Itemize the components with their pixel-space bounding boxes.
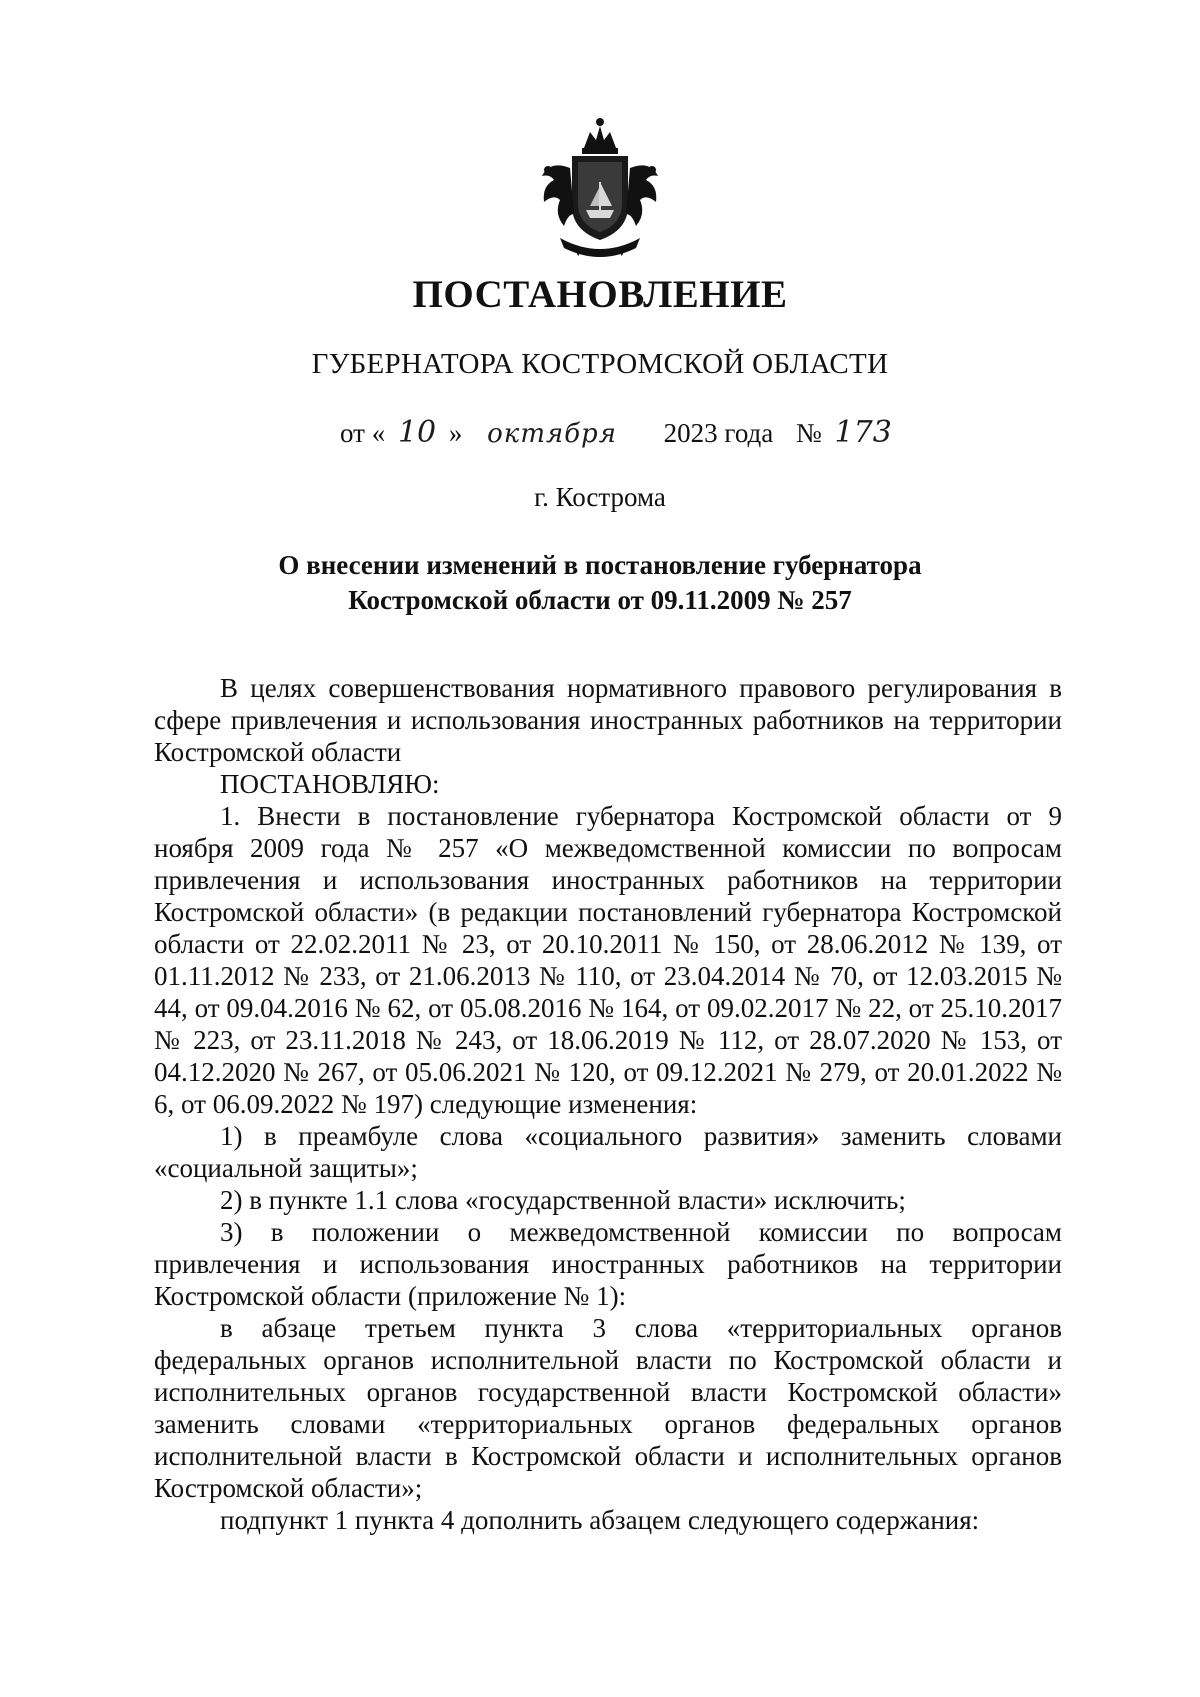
heading-line: О внесении изменений в постановление губернатора xyxy=(278,550,922,580)
body-paragraph: 3) в положении о межведомственной комиссии по вопросам привлечения и использования иностранных работников на территории Костромской области (приложение № 1): xyxy=(154,1217,1062,1311)
city-line: г. Кострома xyxy=(534,482,666,512)
date-day-close: » xyxy=(448,418,463,448)
body-paragraph: В целях совершенствования нормативного правового регулирования в сфере привлечения и использования иностранных работников на территории Костромской области xyxy=(154,673,1062,767)
document-number-handwritten: 173 xyxy=(834,415,892,450)
body-paragraph: 1. Внести в постановление губернатора Костромской области от 9 ноября 2009 года № 257 «О межведомственной комиссии по вопросам привлечения и использования иностранных работников на территории Костромской области» (в редакции постановлений губернатора Костромской области от 22.02.2011 № 23, от 20.10.2011 № 150, от 28.06.2012 № 139, от 01.11.2012 № 233, от 21.06.2013 № 110, от 23.04.2014 № 70, от 12.03.2015 № 44, от 09.04.2016 № 62, от 05.08.2016 № 164, от 09.02.2017 № 22, от 25.10.2017 № 223, от 23.11.2018 № 243, от 18.06.2019 № 112, от 28.07.2020 № 153, от 04.12.2020 № 267, от 05.06.2021 № 120, от 09.12.2021 № 279, от 20.01.2022 № 6, от 06.09.2022 № 197) следующие изменения: xyxy=(154,801,1062,1119)
number-label: № xyxy=(796,418,822,448)
date-month-handwritten: октября xyxy=(487,419,617,449)
body-paragraph: 1) в преамбуле слова «социального развития» заменить словами «социальной защиты»; xyxy=(154,1121,1062,1183)
document-heading xyxy=(240,548,960,618)
date-number-line xyxy=(340,415,892,450)
body-paragraph: в абзаце третьем пункта 3 слова «территориальных органов федеральных органов исполнительной власти по Костромской области и исполнительных органов государственной власти Костромской области» заменить словами «территориальных органов федеральных органов исполнительной власти в Костромской области и исполнительных органов Костромской области»; xyxy=(154,1313,1062,1503)
coat-of-arms-icon xyxy=(520,110,680,270)
resolution-keyword: ПОСТАНОВЛЯЮ: xyxy=(220,769,440,799)
date-year: 2023 года xyxy=(663,418,774,448)
date-day-handwritten: 10 xyxy=(397,415,437,450)
body-paragraph: подпункт 1 пункта 4 дополнить абзацем следующего содержания: xyxy=(220,1505,980,1535)
document-type-title: ПОСТАНОВЛЕНИЕ xyxy=(412,273,788,316)
document-body xyxy=(154,672,1062,1536)
heading-line: Костромской области от 09.11.2009 № 257 xyxy=(348,585,852,615)
issuer-line: ГУБЕРНАТОРА КОСТРОМСКОЙ ОБЛАСТИ xyxy=(311,348,889,380)
date-prefix: от « xyxy=(340,418,386,448)
body-paragraph: 2) в пункте 1.1 слова «государственной власти» исключить; xyxy=(220,1185,906,1215)
